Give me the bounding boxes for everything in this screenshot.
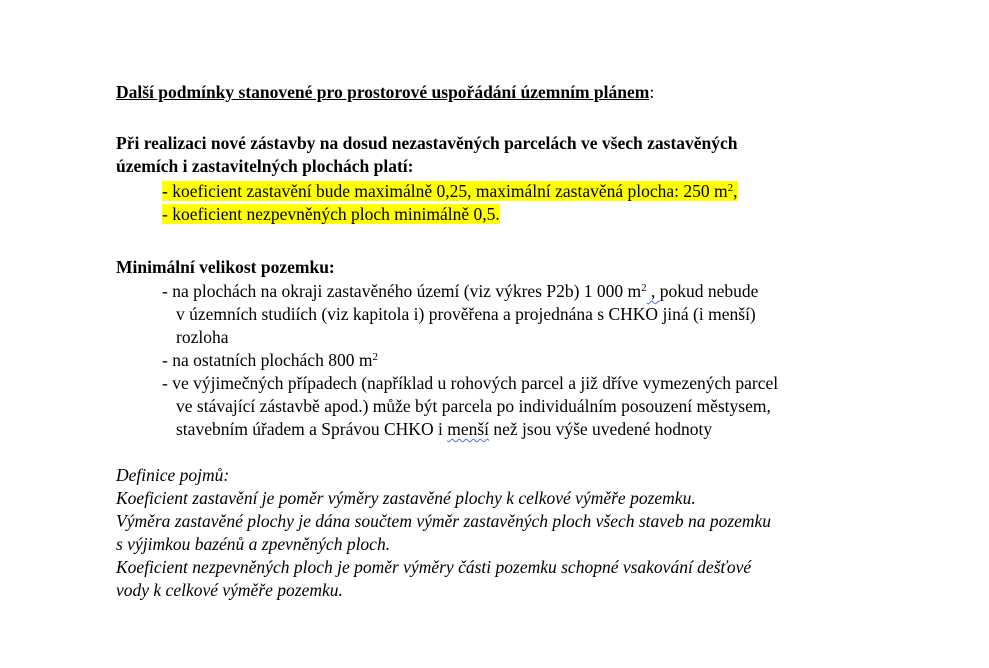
spellcheck-word: menší [447, 419, 490, 439]
intro-line-2: územích i zastavitelných plochách platí: [116, 156, 414, 176]
condition-item-2-text: - koeficient nezpevněných ploch minimálně 0,5. [162, 204, 500, 224]
min-size-item-2-superscript: 2 [372, 351, 378, 363]
min-size-item-1-superscript: 2 [641, 282, 647, 294]
spellcheck-marker: , [646, 281, 660, 301]
definition-line-4: Koeficient nezpevněných ploch je poměr výměry části pozemku schopné vsakování dešťové [116, 557, 752, 577]
section-heading-text: Další podmínky stanovené pro prostorové uspořádání územním plánem [116, 82, 650, 102]
condition-item-1-end: , [733, 181, 738, 201]
definitions-heading: Definice pojmů: [116, 465, 230, 485]
condition-item-2 [162, 203, 500, 226]
min-size-item-3-line-1: - ve výjimečných případech (například u rohových parcel a již dříve vymezených parcel [162, 373, 779, 393]
min-size-item-2 [162, 349, 378, 372]
min-size-item-3-text-a: stavebním úřadem a Správou CHKO i [176, 419, 448, 439]
definition-line-3: s výjimkou bazénů a zpevněných ploch. [116, 534, 391, 554]
definition-line-5: vody k celkové výměře pozemku. [116, 580, 343, 600]
min-size-item-1-text-a: - na plochách na okraji zastavěného území (viz výkres P2b) 1 000 m [162, 281, 642, 301]
definition-line-1: Koeficient zastavění je poměr výměry zastavěné plochy k celkové výměře pozemku. [116, 488, 696, 508]
definition-line-2: Výměra zastavěné plochy je dána součtem výměr zastavěných ploch všech staveb na pozemku [116, 511, 772, 531]
min-size-item-1-line-1 [162, 280, 758, 303]
intro-line-1: Při realizaci nové zástavby na dosud nezastavěných parcelách ve všech zastavěných [116, 133, 738, 153]
min-size-item-1-line-3: rozloha [176, 327, 229, 347]
min-size-item-1-line-2: v územních studiích (viz kapitola i) prověřena a projednána s CHKO jiná (i menší) [176, 304, 756, 324]
min-size-item-1-text-b: pokud nebude [659, 281, 759, 301]
section-heading [116, 81, 654, 104]
min-size-item-3-text-b: než jsou výše uvedené hodnoty [489, 419, 713, 439]
condition-item-1-superscript: 2 [727, 182, 734, 194]
condition-item-1-highlight [162, 181, 738, 201]
min-size-heading: Minimální velikost pozemku: [116, 257, 335, 277]
min-size-item-3-line-3 [176, 418, 712, 441]
section-heading-colon: : [649, 82, 655, 102]
min-size-item-2-text: - na ostatních plochách 800 m [162, 350, 373, 370]
min-size-item-3-line-2: ve stávající zástavbě apod.) může být parcela po individuálním posouzení městysem, [176, 396, 771, 416]
condition-item-1 [162, 180, 738, 203]
condition-item-1-text: - koeficient zastavění bude maximálně 0,25, maximální zastavěná plocha: 250 m [162, 181, 728, 201]
